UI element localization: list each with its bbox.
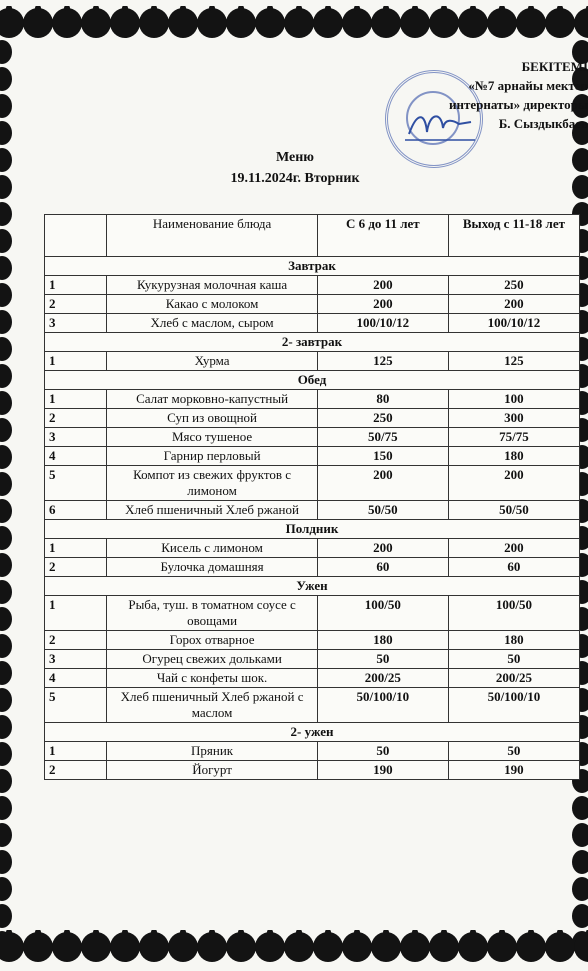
item-amount-6-11: 50 [317,742,448,761]
item-number: 6 [45,501,107,520]
apple-icon [0,391,12,415]
apple-icon [0,553,12,577]
table-row [45,650,580,669]
apple-icon [0,769,12,793]
item-amount-6-11: 60 [317,558,448,577]
apple-icon [0,607,12,631]
apple-icon [0,472,12,496]
apple-icon [0,67,12,91]
item-amount-6-11: 200 [317,466,448,501]
apple-border-top [0,6,588,40]
apple-icon [458,932,488,962]
apple-icon [572,148,588,172]
table-row [45,742,580,761]
apple-icon [284,8,314,38]
table-header-row [45,215,580,257]
table-row [45,409,580,428]
item-amount-6-11: 50/100/10 [317,688,448,723]
apple-icon [0,904,12,928]
section-row [45,577,580,596]
apple-icon [545,8,575,38]
table-row [45,688,580,723]
item-amount-6-11: 100/10/12 [317,314,448,333]
table-row [45,761,580,780]
item-amount-11-18: 180 [448,631,579,650]
item-number: 2 [45,295,107,314]
apple-icon [0,526,12,550]
item-name: Пряник [107,742,317,761]
item-name: Какао с молоком [107,295,317,314]
table-row [45,669,580,688]
item-amount-6-11: 80 [317,390,448,409]
item-amount-6-11: 200 [317,295,448,314]
menu-table [44,214,580,780]
section-title: Полдник [45,520,580,539]
apple-icon [400,8,430,38]
apple-icon [0,932,24,962]
apple-icon [0,8,24,38]
apple-icon [458,8,488,38]
item-number: 5 [45,466,107,501]
item-number: 2 [45,631,107,650]
item-number: 3 [45,650,107,669]
item-number: 4 [45,669,107,688]
item-number: 5 [45,688,107,723]
item-name: Кисель с лимоном [107,539,317,558]
item-amount-11-18: 50/100/10 [448,688,579,723]
item-number: 1 [45,352,107,371]
apple-icon [0,634,12,658]
apple-icon [574,8,588,38]
apple-icon [0,175,12,199]
item-name: Йогурт [107,761,317,780]
item-amount-6-11: 50/75 [317,428,448,447]
approval-line-3: Б. Сыздыкбаев [498,116,588,131]
item-number: 2 [45,409,107,428]
apple-icon [226,8,256,38]
header-name: Наименование блюда [107,215,317,257]
apple-icon [0,148,12,172]
section-title: 2- завтрак [45,333,580,352]
table-row [45,276,580,295]
apple-icon [516,8,546,38]
header-number [45,215,107,257]
item-amount-11-18: 100/10/12 [448,314,579,333]
table-row [45,390,580,409]
table-row [45,466,580,501]
apple-icon [371,8,401,38]
item-amount-11-18: 60 [448,558,579,577]
section-title: 2- ужен [45,723,580,742]
section-row [45,723,580,742]
menu-date: 19.11.2024г. Вторник [230,171,360,186]
item-amount-11-18: 75/75 [448,428,579,447]
apple-icon [0,688,12,712]
approval-heading: БЕКІТЕМІ [521,59,588,74]
table-row [45,447,580,466]
item-amount-6-11: 200/25 [317,669,448,688]
apple-icon [168,8,198,38]
item-amount-11-18: 50 [448,650,579,669]
item-amount-6-11: 50/50 [317,501,448,520]
item-amount-6-11: 200 [317,276,448,295]
section-row [45,333,580,352]
approval-block [388,57,588,133]
item-name: Рыба, туш. в томатном соусе с овощами [107,596,317,631]
apple-icon [0,40,12,64]
apple-icon [0,229,12,253]
apple-icon [487,932,517,962]
item-name: Гарнир перловый [107,447,317,466]
item-amount-6-11: 250 [317,409,448,428]
apple-icon [139,8,169,38]
apple-icon [545,932,575,962]
item-number: 1 [45,539,107,558]
item-name: Горох отварное [107,631,317,650]
item-name: Компот из свежих фруктов с лимоном [107,466,317,501]
menu-table-body [45,257,580,780]
table-row [45,558,580,577]
item-amount-11-18: 200 [448,539,579,558]
apple-icon [0,445,12,469]
apple-border-bottom [0,930,588,964]
item-amount-11-18: 180 [448,447,579,466]
item-amount-6-11: 50 [317,650,448,669]
approval-line-2: интернаты» директоры [449,97,588,112]
apple-icon [226,932,256,962]
item-amount-11-18: 50/50 [448,501,579,520]
section-title: Обед [45,371,580,390]
apple-icon [197,932,227,962]
apple-icon [0,796,12,820]
item-name: Суп из овощной [107,409,317,428]
apple-icon [110,8,140,38]
apple-icon [572,823,588,847]
apple-icon [0,580,12,604]
apple-icon [572,850,588,874]
item-amount-6-11: 150 [317,447,448,466]
item-name: Булочка домашняя [107,558,317,577]
apple-icon [52,8,82,38]
apple-icon [81,932,111,962]
item-name: Хурма [107,352,317,371]
item-name: Огурец свежих дольками [107,650,317,669]
item-amount-11-18: 250 [448,276,579,295]
item-number: 2 [45,761,107,780]
item-amount-11-18: 200 [448,295,579,314]
item-name: Хлеб с маслом, сыром [107,314,317,333]
apple-icon [23,8,53,38]
item-amount-6-11: 125 [317,352,448,371]
apple-icon [197,8,227,38]
apple-icon [23,932,53,962]
table-row [45,295,580,314]
item-amount-11-18: 200/25 [448,669,579,688]
apple-icon [0,283,12,307]
apple-icon [0,823,12,847]
apple-icon [0,418,12,442]
table-row [45,501,580,520]
apple-icon [0,202,12,226]
item-number: 1 [45,596,107,631]
apple-icon [516,932,546,962]
item-name: Кукурузная молочная каша [107,276,317,295]
apple-icon [168,932,198,962]
apple-icon [400,932,430,962]
item-amount-11-18: 125 [448,352,579,371]
item-amount-11-18: 300 [448,409,579,428]
apple-icon [0,661,12,685]
item-amount-11-18: 190 [448,761,579,780]
header-age-11-18: Выход с 11-18 лет [448,215,579,257]
apple-icon [371,932,401,962]
table-row [45,596,580,631]
apple-icon [0,742,12,766]
item-amount-6-11: 190 [317,761,448,780]
table-row [45,631,580,650]
apple-icon [255,932,285,962]
apple-icon [0,337,12,361]
apple-icon [0,850,12,874]
item-name: Хлеб пшеничный Хлеб ржаной [107,501,317,520]
approval-line-1: «№7 арнайы мектеп [468,78,588,93]
apple-icon [574,932,588,962]
apple-icon [0,94,12,118]
item-amount-11-18: 50 [448,742,579,761]
apple-border-left [0,40,16,930]
item-amount-6-11: 100/50 [317,596,448,631]
apple-icon [342,932,372,962]
section-row [45,257,580,276]
apple-icon [572,877,588,901]
table-row [45,352,580,371]
apple-icon [313,932,343,962]
apple-icon [487,8,517,38]
item-number: 4 [45,447,107,466]
item-name: Хлеб пшеничный Хлеб ржаной с маслом [107,688,317,723]
item-number: 2 [45,558,107,577]
table-row [45,539,580,558]
item-number: 1 [45,276,107,295]
header-age-6-11: С 6 до 11 лет [317,215,448,257]
apple-icon [139,932,169,962]
apple-icon [0,121,12,145]
apple-icon [0,499,12,523]
apple-icon [429,8,459,38]
apple-icon [0,877,12,901]
apple-icon [0,256,12,280]
item-number: 3 [45,428,107,447]
apple-icon [313,8,343,38]
item-name: Чай с конфеты шок. [107,669,317,688]
section-title: Ужен [45,577,580,596]
apple-icon [0,310,12,334]
item-amount-11-18: 100 [448,390,579,409]
item-number: 1 [45,390,107,409]
apple-icon [342,8,372,38]
menu-title: Меню [275,150,314,165]
apple-icon [255,8,285,38]
item-number: 3 [45,314,107,333]
section-row [45,520,580,539]
apple-icon [284,932,314,962]
item-number: 1 [45,742,107,761]
apple-icon [0,364,12,388]
table-row [45,428,580,447]
section-title: Завтрак [45,257,580,276]
item-amount-11-18: 200 [448,466,579,501]
table-row [45,314,580,333]
apple-icon [572,796,588,820]
apple-icon [110,932,140,962]
section-row [45,371,580,390]
apple-icon [81,8,111,38]
apple-icon [572,175,588,199]
item-amount-11-18: 100/50 [448,596,579,631]
item-name: Салат морковно-капустный [107,390,317,409]
apple-icon [0,715,12,739]
item-name: Мясо тушеное [107,428,317,447]
apple-icon [52,932,82,962]
apple-icon [572,904,588,928]
item-amount-6-11: 180 [317,631,448,650]
apple-icon [429,932,459,962]
item-amount-6-11: 200 [317,539,448,558]
